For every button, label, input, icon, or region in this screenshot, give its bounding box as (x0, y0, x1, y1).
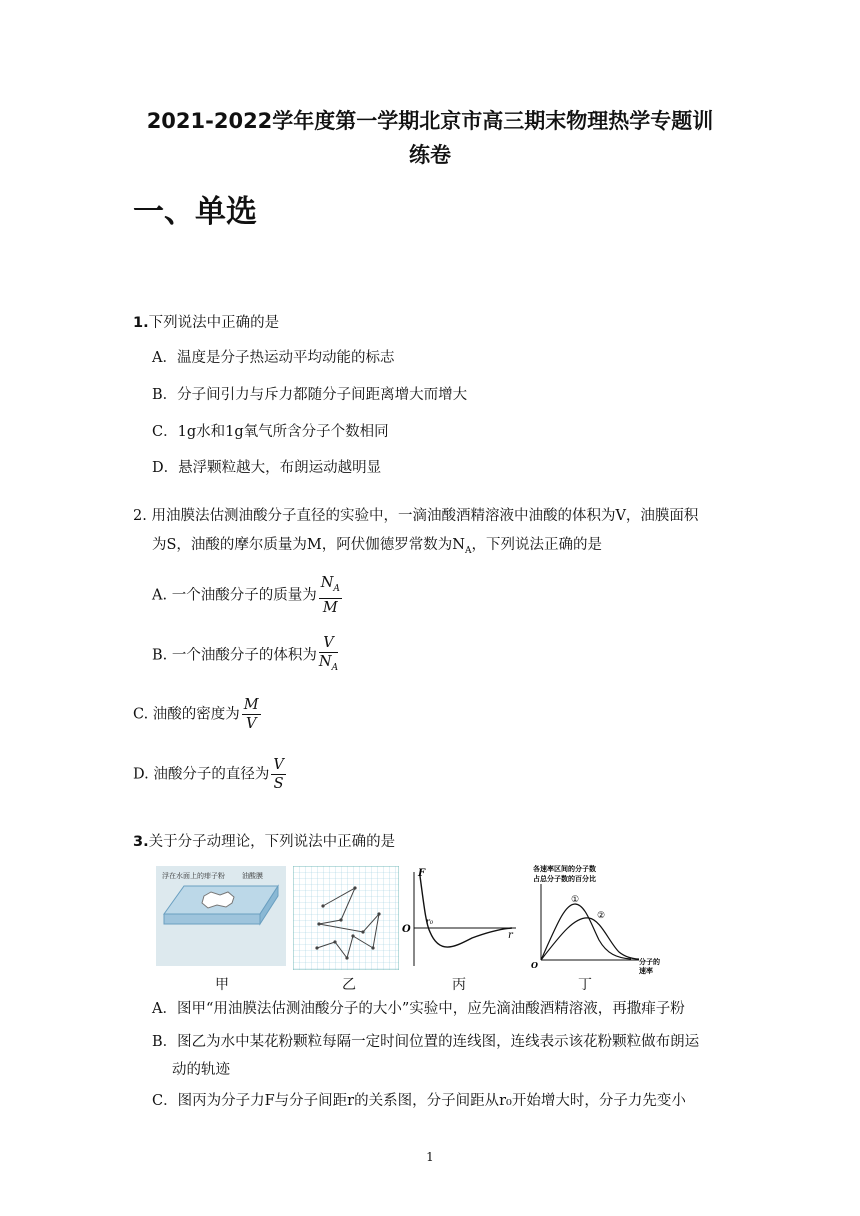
q2-option-b-text: B. 一个油酸分子的体积为 (152, 647, 317, 664)
fig3-axis-r: r (508, 930, 513, 941)
fig4-ylabel-2: 占总分子数的百分比 (533, 874, 596, 883)
fig-label-jia: 甲 (215, 977, 229, 993)
q2-option-d (133, 756, 286, 793)
fig4-xlabel-2: 速率 (639, 966, 653, 975)
fraction-c: $\frac{M}{V}$ (243, 697, 259, 732)
question-2-line-2 (152, 532, 602, 564)
question-3-number: 3. (133, 834, 149, 850)
title-line-1: 2021-2022学年度第一学期北京市高三期末物理热学专题训 (146, 109, 714, 133)
fig3-origin: O (402, 924, 411, 935)
q1-option-c: C．1g水和1g氧气所含分子个数相同 (152, 424, 389, 440)
figure-jia-oil-film (156, 866, 286, 966)
q2-line2-sub: A (464, 545, 472, 556)
fig-label-bing: 丙 (452, 977, 466, 993)
q2-line2-text: 为S，油酸的摩尔质量为M，阿伏伽德罗常数为N (152, 537, 465, 553)
question-1-number: 1. (133, 315, 149, 331)
fraction-a: $\frac{N_A}{M}$ (320, 575, 340, 616)
q1-option-a: A．温度是分子热运动平均动能的标志 (152, 350, 395, 366)
q1-option-d: D．悬浮颗粒越大，布朗运动越明显 (152, 460, 382, 476)
figure-yi-brownian (293, 866, 399, 970)
page-number: 1 (426, 1150, 434, 1164)
q2-option-d-text: D. 油酸分子的直径为 (133, 766, 270, 783)
question-1 (133, 310, 279, 336)
fig4-curve-2: ② (597, 911, 606, 921)
fig1-label-film: 油酸膜 (242, 872, 263, 880)
figure-bing-force-curve (400, 866, 518, 970)
fraction-d: $\frac{V}{S}$ (273, 757, 284, 792)
figure-ding-speed-distribution (527, 864, 677, 976)
title-line-2: 练卷 (409, 143, 451, 167)
fig4-origin: O (531, 960, 538, 970)
fig-label-yi: 乙 (342, 977, 356, 993)
q1-option-b: B．分子间引力与斥力都随分子间距离增大而增大 (152, 387, 468, 403)
fig4-ylabel-1: 各速率区间的分子数 (533, 864, 596, 873)
question-2-line-1: 2. 用油膜法估测油酸分子直径的实验中，一滴油酸酒精溶液中油酸的体积为V，油膜面积 (133, 508, 699, 524)
q2-option-a (152, 574, 342, 617)
fig1-label-powder: 浮在水面上的痱子粉 (162, 872, 225, 880)
fraction-b: $\frac{V}{N_A}$ (318, 635, 339, 673)
section-heading: 一、单选 (133, 194, 257, 230)
q3-option-b-line-1: B．图乙为水中某花粉颗粒每隔一定时间位置的连线图，连线表示该花粉颗粒做布朗运 (152, 1034, 700, 1050)
q2-option-a-text: A. 一个油酸分子的质量为 (152, 587, 317, 604)
fig-label-ding: 丁 (578, 977, 592, 993)
fig4-curve-1: ① (571, 895, 580, 905)
q2-line2-end: ，下列说法正确的是 (471, 537, 602, 553)
fig3-axis-f: F (418, 868, 426, 879)
q3-option-a: A．图甲“用油膜法估测油酸分子的大小”实验中，应先滴油酸酒精溶液，再撒痱子粉 (152, 1001, 685, 1017)
question-1-stem: 下列说法中正确的是 (148, 315, 280, 331)
fig3-r0: r₀ (426, 917, 434, 926)
question-3-stem: 关于分子动理论，下列说法中正确的是 (148, 834, 396, 850)
fig4-xlabel-1: 分子的 (639, 957, 660, 966)
document-title (120, 104, 740, 172)
question-3 (133, 829, 395, 855)
q3-option-b-line-2: 动的轨迹 (172, 1062, 230, 1078)
q2-option-c (133, 696, 261, 733)
q3-option-c: C．图丙为分子力F与分子间距r的关系图，分子间距从r₀开始增大时，分子力先变小 (152, 1093, 686, 1109)
q2-option-c-text: C. 油酸的密度为 (133, 706, 240, 723)
q2-option-b (152, 634, 338, 677)
